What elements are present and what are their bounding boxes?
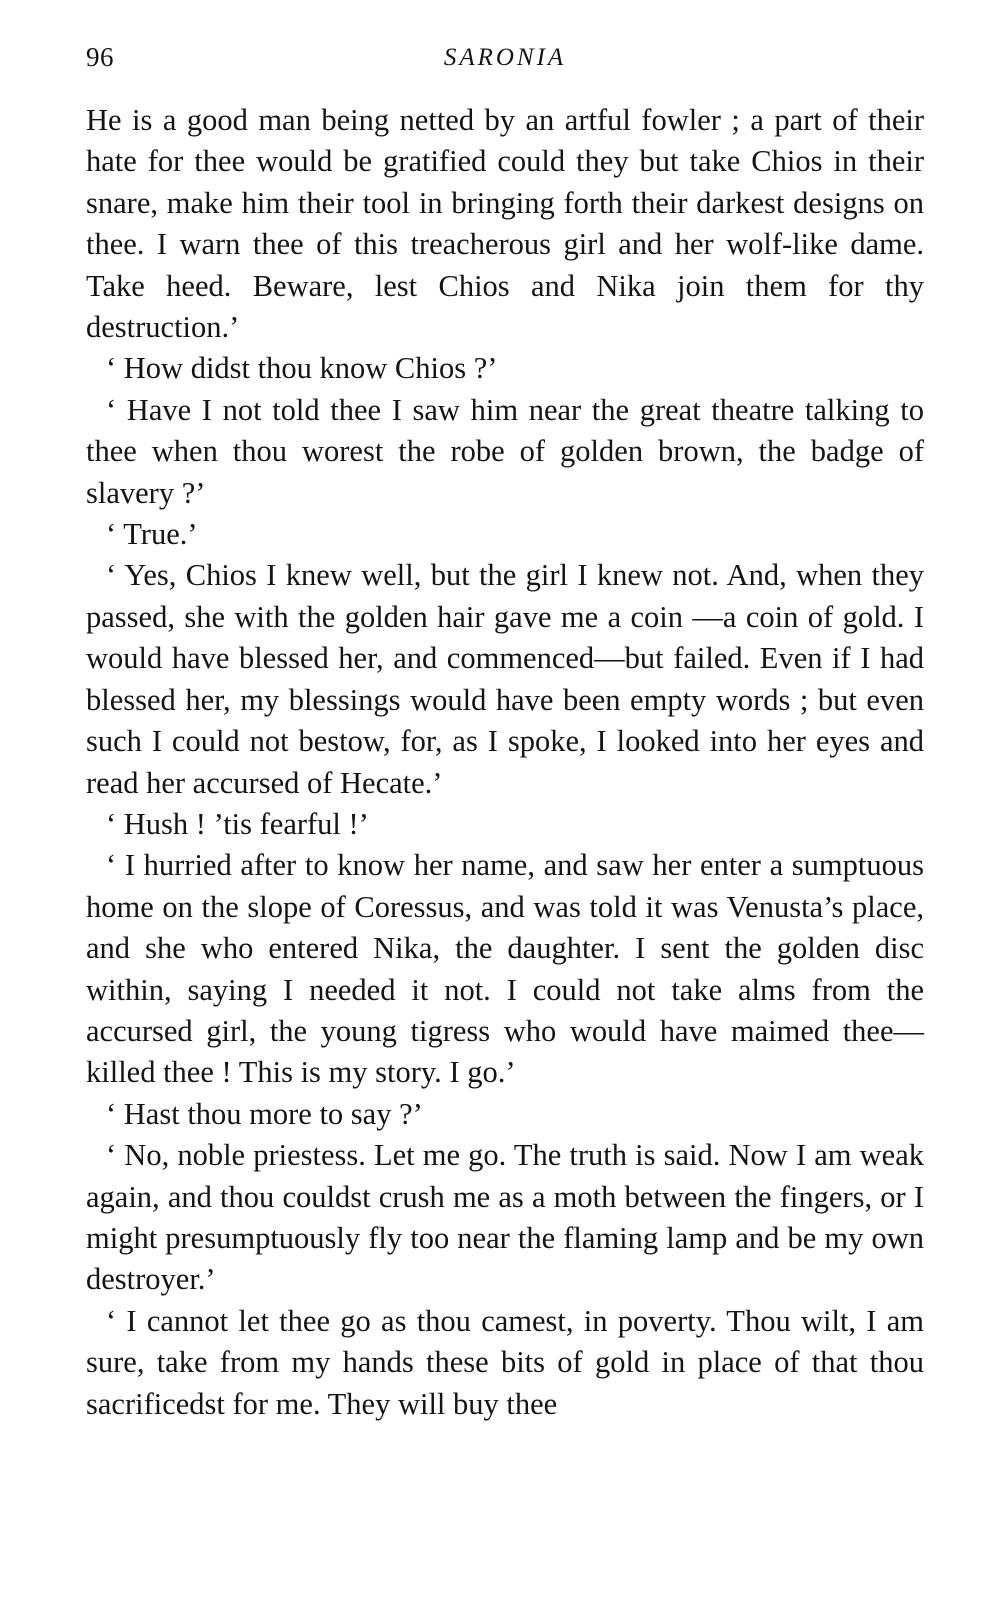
paragraph: He is a good man being netted by an artful fowler ; a part of their hate for thee would be gratified could they but take Chios in their snare, make him their tool in bringing forth their darkest designs on thee. I warn thee of this treacherous girl and her wolf-like dame. Take heed. Beware, lest Chios and Nika join them for thy destruction.’ — [86, 103, 924, 345]
paragraph: ‘ True.’ — [106, 517, 198, 552]
paragraph: ‘ How didst thou know Chios ?’ — [106, 351, 498, 386]
paragraph: ‘ Have I not told thee I saw him near the great theatre talking to thee when thou worest the robe of golden brown, the badge of slavery ?’ — [86, 392, 924, 510]
paragraph: ‘ Hast thou more to say ?’ — [106, 1096, 423, 1131]
paragraph: ‘ I cannot let thee go as thou camest, in poverty. Thou wilt, I am sure, take from my hands these bits of gold in place of that thou sacrificedst for me. They will buy thee — [86, 1303, 924, 1421]
paragraph: ‘ Yes, Chios I knew well, but the girl I knew not. And, when they passed, she with the golden hair gave me a coin —a coin of gold. I would have blessed her, and commenced—but failed. Even if I had blessed her, my blessings would have been empty words ; but even such I could not bestow, for, as I spoke, I looked into her eyes and read her accursed of Hecate.’ — [86, 558, 924, 800]
paragraph: ‘ I hurried after to know her name, and saw her enter a sumptuous home on the slope of Coressus, and was told it was Venusta’s place, and she who entered Nika, the daughter. I sent the golden disc within, saying I needed it not. I could not take alms from the accursed girl, the young tigress who would have maimed thee—killed thee ! This is my story. I go.’ — [86, 848, 924, 1090]
page-header — [86, 42, 924, 82]
body-text — [86, 100, 924, 1425]
paragraph: ‘ No, noble priestess. Let me go. The truth is said. Now I am weak again, and thou couldst crush me as a moth between the fingers, or I might presumptuously fly too near the flaming lamp and be my own destroyer.’ — [86, 1138, 924, 1297]
paragraph: ‘ Hush ! ’tis fearful !’ — [106, 806, 369, 841]
running-title: SARONIA — [443, 44, 567, 71]
page-number: 96 — [86, 42, 114, 72]
